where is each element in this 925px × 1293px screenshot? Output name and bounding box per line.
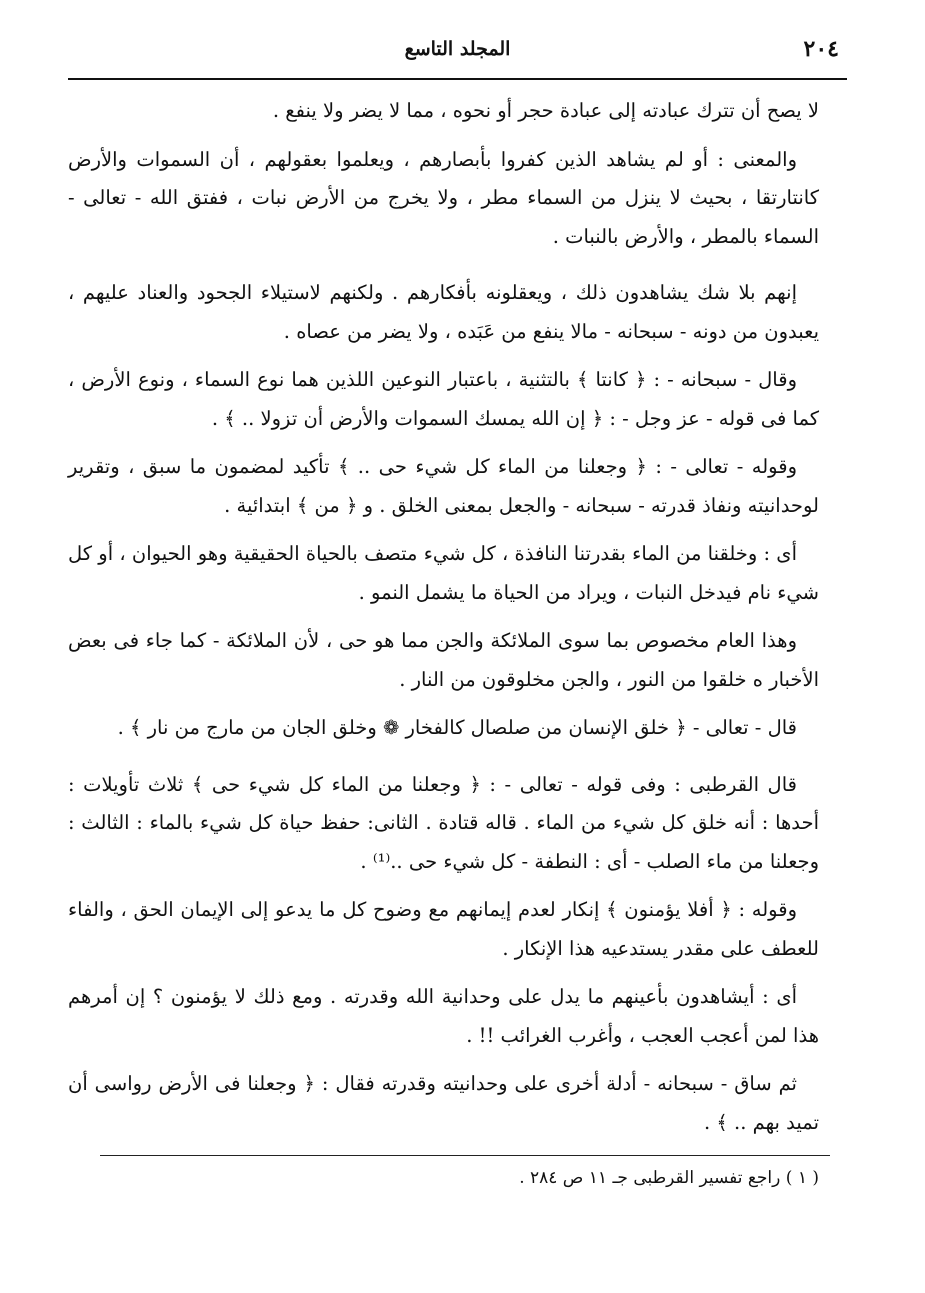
paragraph: أى : أيشاهدون بأعينهم ما يدل على وحدانية الله وقدرته . ومع ذلك لا يؤمنون ؟ إن أمرهم هذا لمن أعجب العجب ، وأغرب الغرائب !! . <box>68 985 819 1047</box>
paragraph: إنهم بلا شك يشاهدون ذلك ، ويعقلونه بأفكارهم . ولكنهم لاستيلاء الجحود والعناد عليهم ، يعبدون من دونه - سبحانه - مالا ينفع من عَبَده ، ولا يضر من عصاه . <box>68 281 819 343</box>
paragraph: قال القرطبى : وفى قوله - تعالى - : ﴿ وجعلنا من الماء كل شيء حى ﴾ ثلاث تأويلات : أحدها : أنه خلق كل شيء من الماء . قاله قتادة . الثانى: حفظ حياة كل شيء بالماء : الثالث : وجعلنا من ماء الصلب - أى : النطفة - كل شيء حى ..⁽¹⁾ . <box>68 772 819 873</box>
page-number: ٢٠٤ <box>803 36 839 62</box>
paragraph: وقال - سبحانه - : ﴿ كانتا ﴾ بالتثنية ، باعتبار النوعين اللذين هما نوع السماء ، ونوع الأرض ، كما فى قوله - عز وجل - : ﴿ إن الله يمسك السموات والأرض أن تزولا .. ﴾ . <box>68 368 819 430</box>
footnote-divider <box>100 1155 830 1156</box>
paragraph: لا يصح أن تترك عبادته إلى عبادة حجر أو نحوه ، مما لا يضر ولا ينفع . <box>272 99 819 122</box>
page-header <box>68 34 847 80</box>
page-body <box>68 92 819 1152</box>
paragraph: والمعنى : أو لم يشاهد الذين كفروا بأبصارهم ، ويعلموا بعقولهم ، أن السموات والأرض كانتارتقا ، بحيث لا ينزل من السماء مطر ، ولا يخرج من الأرض نبات ، ففتق الله - تعالى - السماء بالمطر ، والأرض بالنبات . <box>68 147 819 248</box>
paragraph: أى : وخلقنا من الماء بقدرتنا النافذة ، كل شيء متصف بالحياة الحقيقية وهو الحيوان ، أو كل شيء نام فيدخل النبات ، ويراد من الحياة ما يشمل النمو . <box>68 542 819 604</box>
paragraph: وقوله - تعالى - : ﴿ وجعلنا من الماء كل شيء حى .. ﴾ تأكيد لمضمون ما سبق ، وتقرير لوحدانيته ونفاذ قدرته - سبحانه - والجعل بمعنى الخلق . و ﴿ من ﴾ ابتدائية . <box>68 455 819 517</box>
footnote: ( ١ ) راجع تفسير القرطبى جـ ١١ ص ٢٨٤ . <box>519 1168 819 1188</box>
paragraph: وهذا العام مخصوص بما سوى الملائكة والجن مما هو حى ، لأن الملائكة - كما جاء فى بعض الأخبار ه خلقوا من النور ، والجن مخلوقون من النار . <box>68 629 819 691</box>
paragraph: ثم ساق - سبحانه - أدلة أخرى على وحدانيته وقدرته فقال : ﴿ وجعلنا فى الأرض رواسى أن تميد بهم .. ﴾ . <box>68 1072 819 1134</box>
volume-title: المجلد التاسع <box>404 38 511 60</box>
paragraph: وقوله : ﴿ أفلا يؤمنون ﴾ إنكار لعدم إيمانهم مع وضوح كل ما يدعو إلى الإيمان الحق ، والفاء للعطف على مقدر يستدعيه هذا الإنكار . <box>68 898 819 960</box>
paragraph: قال - تعالى - ﴿ خلق الإنسان من صلصال كالفخار ❁ وخلق الجان من مارج من نار ﴾ . <box>117 716 797 739</box>
